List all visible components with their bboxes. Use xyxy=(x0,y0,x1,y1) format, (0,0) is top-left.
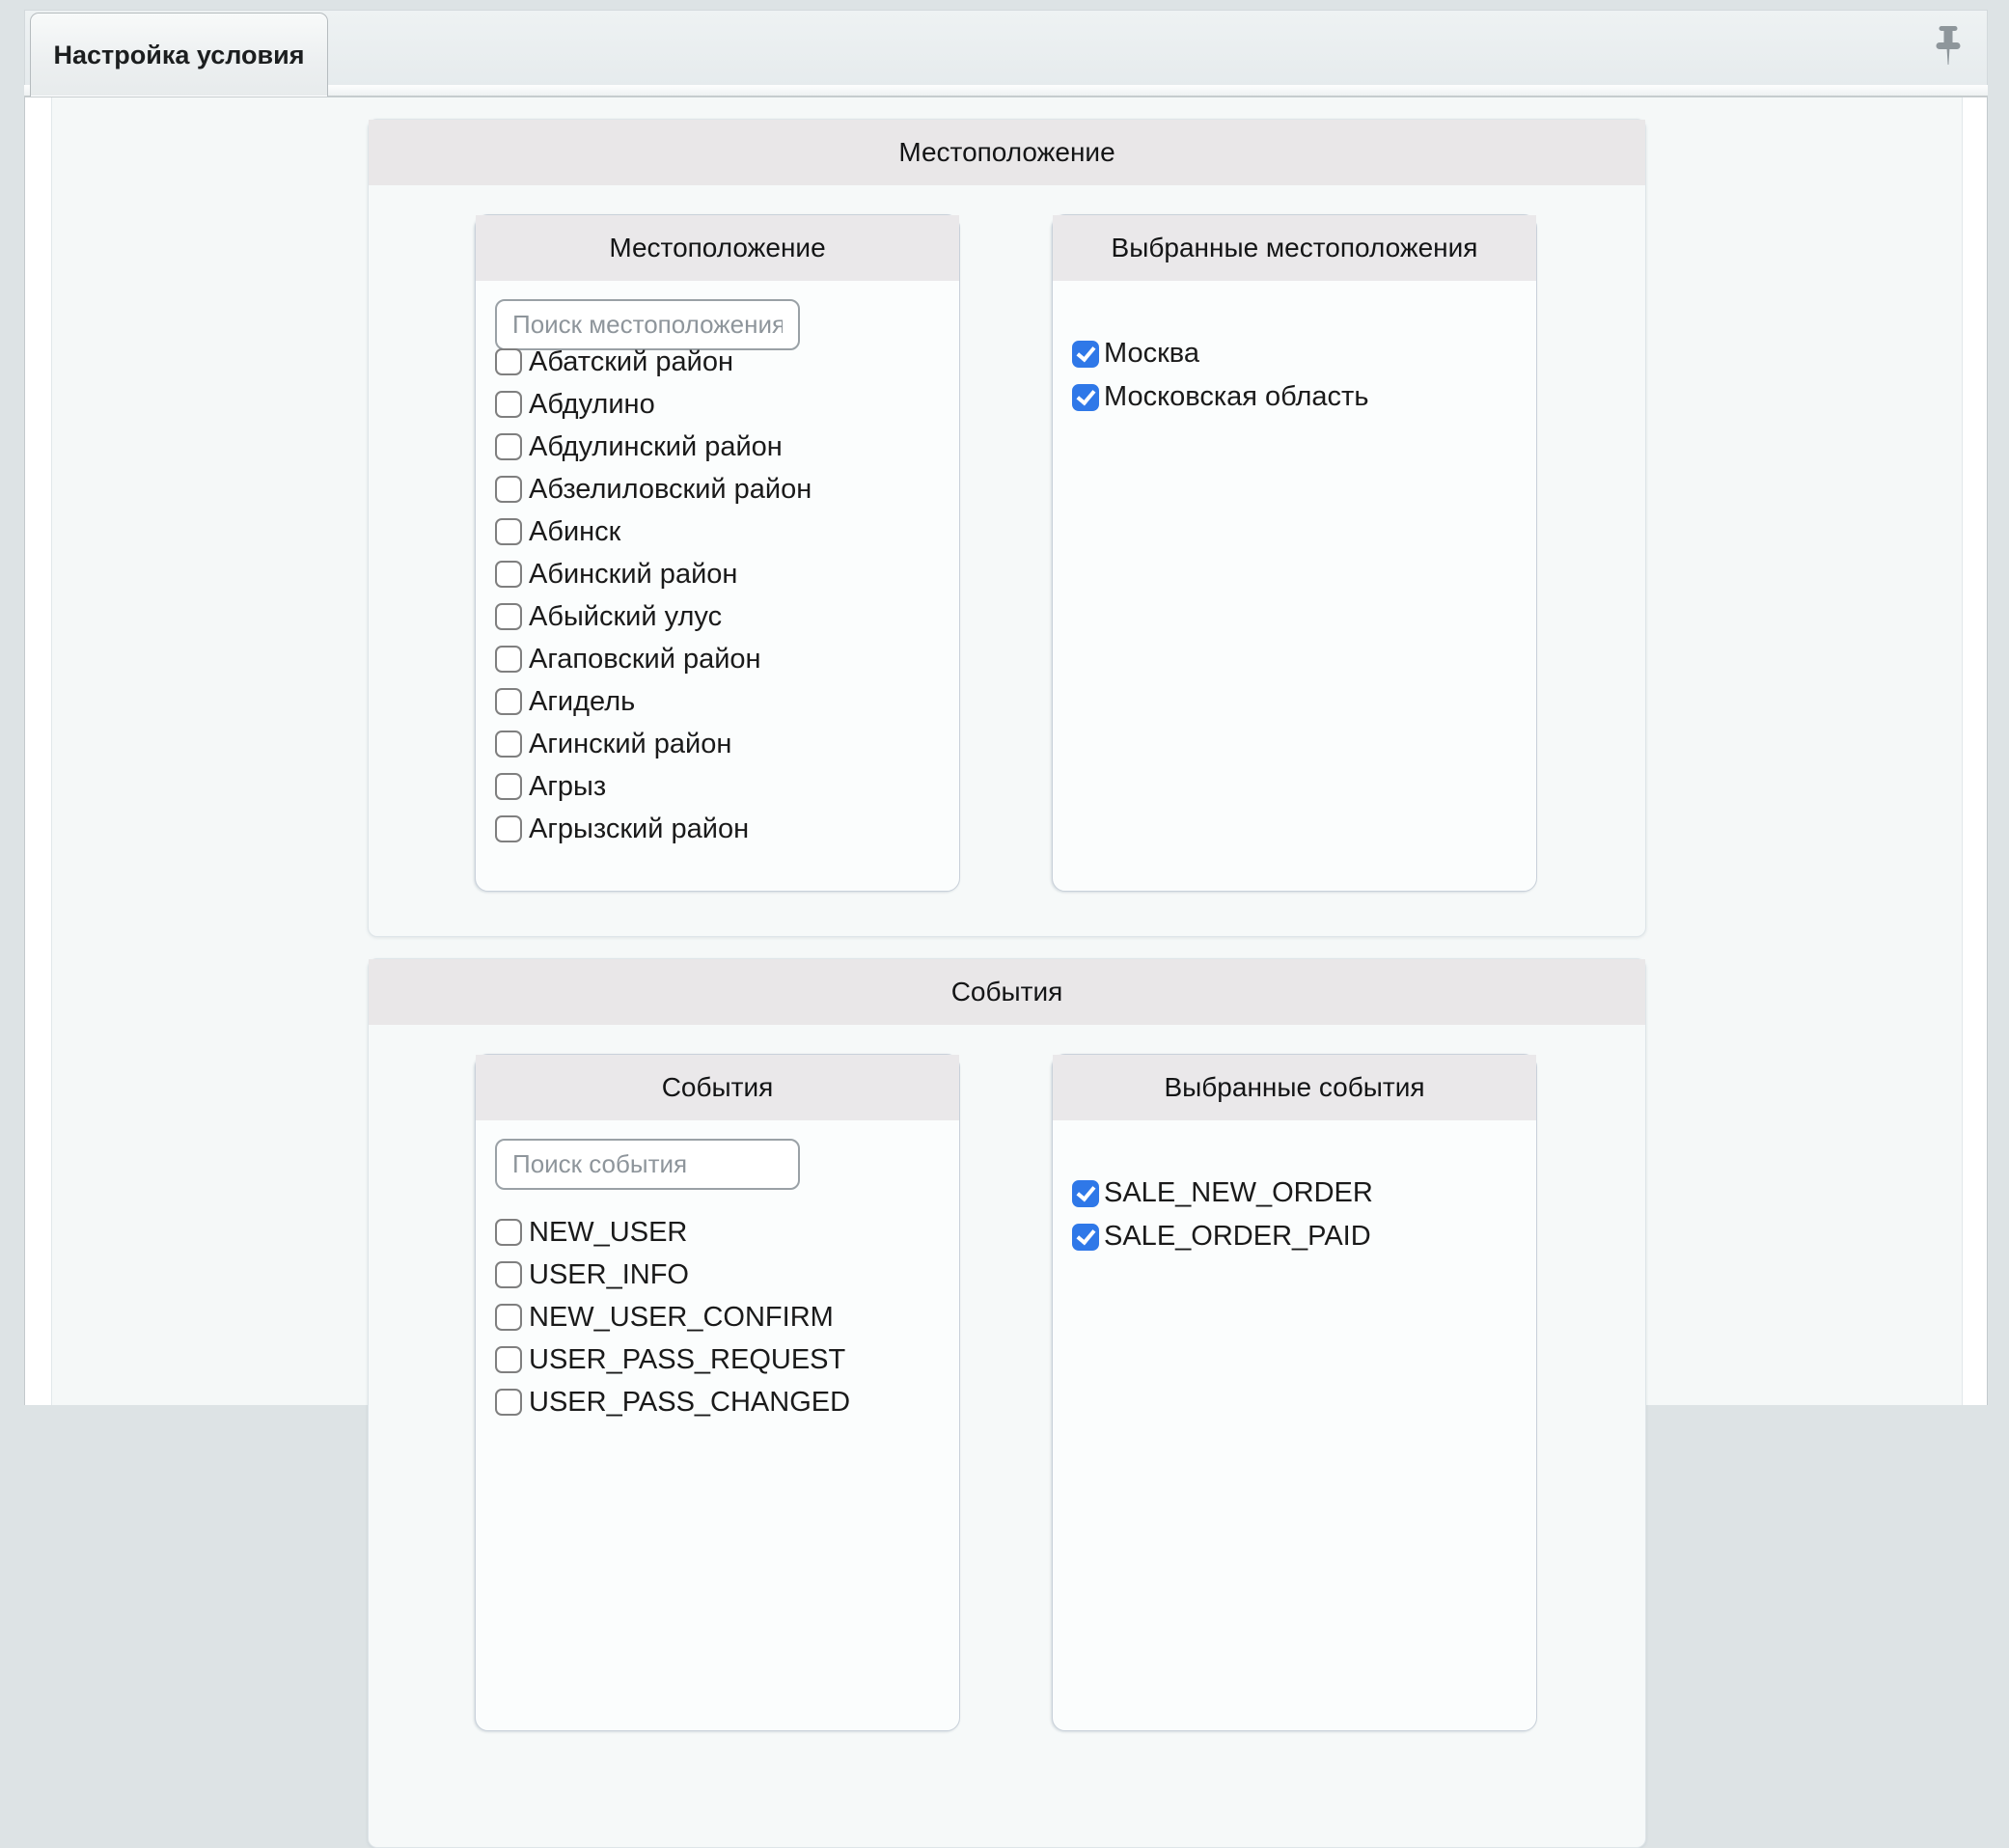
panel-location-body xyxy=(369,185,1645,936)
checkbox[interactable] xyxy=(495,518,522,545)
checkbox-item[interactable] xyxy=(495,426,940,468)
checkbox[interactable] xyxy=(495,688,522,715)
checkbox[interactable] xyxy=(1072,1224,1099,1251)
checkbox-item[interactable] xyxy=(495,468,940,510)
checkbox[interactable] xyxy=(495,391,522,418)
checkbox-label: NEW_USER_CONFIRM xyxy=(529,1301,834,1333)
checkbox-label: Агрыз xyxy=(529,770,607,802)
checkbox-item[interactable] xyxy=(495,1296,940,1338)
events-search-input[interactable] xyxy=(495,1139,800,1190)
checkbox[interactable] xyxy=(495,815,522,842)
checkbox[interactable] xyxy=(495,1346,522,1373)
checkbox[interactable] xyxy=(495,603,522,630)
checkbox-item[interactable] xyxy=(495,510,940,553)
panel-location-title: Местоположение xyxy=(898,137,1115,167)
tab-content-inner xyxy=(51,97,1963,1418)
checkbox-item[interactable] xyxy=(495,638,940,680)
location-available-panel xyxy=(475,214,960,892)
checkbox-label: Абыйский улус xyxy=(529,600,723,632)
tab-bar xyxy=(24,10,1988,86)
checkbox-label: Абзелиловский район xyxy=(529,473,812,505)
events-selected-header: Выбранные события xyxy=(1053,1055,1536,1120)
checkbox[interactable] xyxy=(495,1304,522,1331)
location-selected-panel xyxy=(1052,214,1537,892)
checkbox[interactable] xyxy=(495,476,522,503)
location-selected-header: Выбранные местоположения xyxy=(1053,215,1536,281)
checkbox-item[interactable] xyxy=(495,1211,940,1254)
checkbox-item[interactable] xyxy=(495,723,940,765)
checkbox[interactable] xyxy=(1072,1180,1099,1207)
checkbox-item[interactable] xyxy=(495,553,940,595)
panel-location-header xyxy=(369,120,1645,185)
tab-content xyxy=(24,97,1988,1418)
checkbox-item[interactable] xyxy=(1072,375,1517,419)
checkbox-label: Абатский район xyxy=(529,345,733,377)
checkbox-item[interactable] xyxy=(1072,1172,1517,1215)
location-list[interactable] xyxy=(495,341,940,869)
checkbox[interactable] xyxy=(1072,384,1099,411)
checkbox-item[interactable] xyxy=(495,595,940,638)
events-list[interactable] xyxy=(495,1211,940,1423)
checkbox[interactable] xyxy=(1072,341,1099,368)
checkbox-label: USER_INFO xyxy=(529,1258,689,1290)
events-available-header: События xyxy=(476,1055,959,1120)
checkbox[interactable] xyxy=(495,348,522,375)
location-selected-list[interactable] xyxy=(1072,332,1517,419)
panel-events-header xyxy=(369,959,1645,1025)
checkbox-label: USER_PASS_CHANGED xyxy=(529,1386,851,1418)
location-search-input[interactable] xyxy=(495,299,800,350)
checkbox[interactable] xyxy=(495,773,522,800)
checkbox-label: Абдулино xyxy=(529,388,655,420)
checkbox-item[interactable] xyxy=(1072,332,1517,375)
checkbox-label: Москва xyxy=(1104,338,1200,369)
checkbox-label: Абинский район xyxy=(529,558,738,590)
panel-events-body xyxy=(369,1025,1645,1847)
checkbox[interactable] xyxy=(495,561,522,588)
checkbox-label: USER_PASS_REQUEST xyxy=(529,1343,846,1375)
tab-nastroyka-usloviya[interactable] xyxy=(30,13,328,97)
events-selected-panel xyxy=(1052,1054,1537,1731)
checkbox[interactable] xyxy=(495,433,522,460)
checkbox-item[interactable] xyxy=(495,808,940,850)
checkbox-label: NEW_USER xyxy=(529,1216,688,1248)
checkbox-label: SALE_ORDER_PAID xyxy=(1104,1221,1371,1252)
checkbox[interactable] xyxy=(495,646,522,673)
checkbox-item[interactable] xyxy=(495,383,940,426)
checkbox-item[interactable] xyxy=(1072,1215,1517,1258)
checkbox-label: Агинский район xyxy=(529,728,732,759)
checkbox-label: Агидель xyxy=(529,685,636,717)
panel-events xyxy=(368,958,1646,1848)
checkbox-item[interactable] xyxy=(495,1381,940,1423)
checkbox-label: SALE_NEW_ORDER xyxy=(1104,1177,1373,1208)
checkbox-label: Агрызский район xyxy=(529,813,750,844)
checkbox-label: Абинск xyxy=(529,515,621,547)
checkbox-item[interactable] xyxy=(495,1254,940,1296)
checkbox-label: Московская область xyxy=(1104,381,1369,412)
checkbox[interactable] xyxy=(495,1389,522,1416)
panel-events-title: События xyxy=(950,977,1063,1007)
checkbox-label: Агаповский район xyxy=(529,643,761,675)
panel-location xyxy=(368,119,1646,937)
checkbox[interactable] xyxy=(495,1219,522,1246)
checkbox-item[interactable] xyxy=(495,341,940,383)
checkbox[interactable] xyxy=(495,731,522,758)
checkbox-item[interactable] xyxy=(495,765,940,808)
events-selected-list[interactable] xyxy=(1072,1172,1517,1258)
checkbox-label: Абдулинский район xyxy=(529,430,783,462)
events-available-panel xyxy=(475,1054,960,1731)
tab-label: Настройка условия xyxy=(53,40,305,69)
checkbox-item[interactable] xyxy=(495,680,940,723)
location-available-header: Местоположение xyxy=(476,215,959,281)
pin-icon[interactable] xyxy=(1934,25,1963,73)
checkbox[interactable] xyxy=(495,1261,522,1288)
checkbox-item[interactable] xyxy=(495,1338,940,1381)
